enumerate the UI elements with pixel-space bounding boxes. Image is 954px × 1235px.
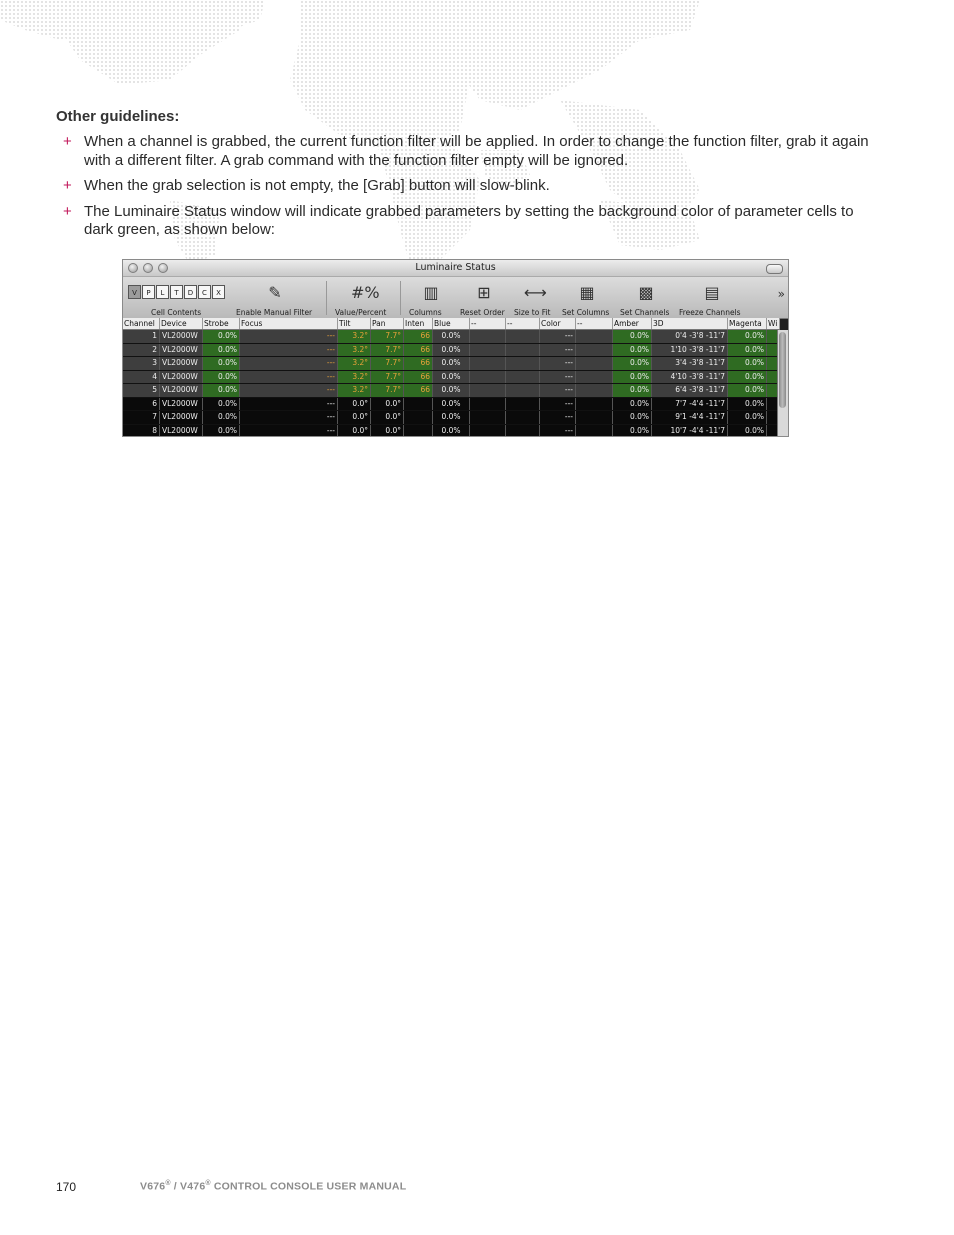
color-cell: --- [540, 425, 576, 438]
enable-manual-filter-button[interactable]: Enable Manual Filter [236, 308, 313, 317]
tilt-cell: 0.0° [338, 398, 371, 411]
size-to-fit-icon[interactable]: ⟷ [524, 283, 547, 302]
list-item [56, 133, 886, 170]
empty-cell [470, 411, 506, 424]
freeze-channels-icon[interactable]: ▤ [704, 283, 720, 302]
device-cell: VL2000W [160, 330, 203, 343]
pan-cell: 7.7° [371, 344, 404, 357]
pencil-edit-icon[interactable]: ✎ [268, 283, 282, 302]
empty-cell [576, 411, 613, 424]
color-cell: --- [540, 411, 576, 424]
reset-order-icon[interactable]: ⊞ [477, 283, 491, 302]
window-title: Luminaire Status [415, 262, 496, 273]
3d-cell: 9'1 -4'4 -11'7 [652, 411, 728, 424]
inten-cell [404, 425, 433, 438]
empty-cell [470, 384, 506, 397]
3d-cell: 3'4 -3'8 -11'7 [652, 357, 728, 370]
channel-cell: 6 [123, 398, 160, 411]
window-toolbar [123, 277, 788, 319]
blue-cell: 0.0% [433, 371, 470, 384]
value-percent-button[interactable]: Value/Percent [335, 308, 387, 317]
toolbar-toggle-button[interactable] [766, 264, 783, 274]
column-header-color[interactable]: Color [540, 318, 576, 329]
blue-cell: 0.0% [433, 330, 470, 343]
tilt-cell: 3.2° [338, 371, 371, 384]
toolbar-overflow-icon[interactable]: » [777, 287, 785, 301]
table-body [123, 330, 780, 437]
blue-cell: 0.0% [433, 384, 470, 397]
device-cell: VL2000W [160, 411, 203, 424]
inten-cell: 66 [404, 330, 433, 343]
focus-cell: --- [240, 357, 338, 370]
column-header-empty[interactable]: -- [470, 318, 506, 329]
pan-cell: 0.0° [371, 411, 404, 424]
empty-cell [470, 330, 506, 343]
table-row[interactable] [123, 357, 780, 371]
empty-cell [576, 357, 613, 370]
empty-cell [506, 330, 540, 343]
columns-icon[interactable]: ▥ [423, 283, 439, 302]
empty-cell [576, 371, 613, 384]
cell-contents-v-button[interactable]: V [128, 285, 141, 299]
tilt-cell: 0.0° [338, 411, 371, 424]
color-cell: --- [540, 384, 576, 397]
device-cell: VL2000W [160, 425, 203, 438]
pan-cell: 0.0° [371, 425, 404, 438]
columns-button[interactable]: Columns [409, 308, 442, 317]
focus-cell: --- [240, 344, 338, 357]
table-row[interactable] [123, 411, 780, 425]
empty-cell [576, 344, 613, 357]
column-header-magenta[interactable]: Magenta [728, 318, 767, 329]
column-header-empty[interactable]: -- [576, 318, 613, 329]
focus-cell: --- [240, 425, 338, 438]
empty-cell [506, 398, 540, 411]
column-header-tilt[interactable]: Tilt [338, 318, 371, 329]
device-cell: VL2000W [160, 344, 203, 357]
blue-cell: 0.0% [433, 411, 470, 424]
channel-cell: 4 [123, 371, 160, 384]
column-header-wi[interactable]: Wi [767, 318, 780, 329]
toolbar-separator [400, 281, 401, 315]
bullet-text: The Luminaire Status window will indicate grabbed parameters by setting the background color of parameter cells to dark green, as shown below: [84, 202, 854, 238]
blue-cell: 0.0% [433, 344, 470, 357]
pan-cell: 7.7° [371, 384, 404, 397]
color-cell: --- [540, 330, 576, 343]
pan-cell: 7.7° [371, 371, 404, 384]
manual-title: V676® / V476® CONTROL CONSOLE USER MANUAL [140, 1180, 407, 1193]
empty-cell [506, 371, 540, 384]
empty-cell [576, 330, 613, 343]
empty-cell [506, 425, 540, 438]
empty-cell [576, 384, 613, 397]
3d-cell: 7'7 -4'4 -11'7 [652, 398, 728, 411]
channel-cell: 7 [123, 411, 160, 424]
strobe-cell: 0.0% [203, 344, 240, 357]
guideline-list [56, 133, 886, 247]
device-cell: VL2000W [160, 384, 203, 397]
color-cell: --- [540, 344, 576, 357]
empty-cell [576, 425, 613, 438]
focus-cell: --- [240, 330, 338, 343]
magenta-cell: 0.0% [728, 330, 767, 343]
3d-cell: 10'7 -4'4 -11'7 [652, 425, 728, 438]
column-header-device[interactable]: Device [160, 318, 203, 329]
3d-cell: 4'10 -3'8 -11'7 [652, 371, 728, 384]
strobe-cell: 0.0% [203, 371, 240, 384]
magenta-cell: 0.0% [728, 398, 767, 411]
amber-cell: 0.0% [613, 398, 652, 411]
blue-cell: 0.0% [433, 357, 470, 370]
device-cell: VL2000W [160, 371, 203, 384]
set-channels-icon[interactable]: ▩ [638, 283, 654, 302]
empty-cell [470, 371, 506, 384]
empty-cell [470, 344, 506, 357]
inten-cell: 66 [404, 344, 433, 357]
column-header-strobe[interactable]: Strobe [203, 318, 240, 329]
empty-cell [470, 425, 506, 438]
amber-cell: 0.0% [613, 357, 652, 370]
cell-contents-x-button[interactable]: X [212, 285, 225, 299]
color-cell: --- [540, 398, 576, 411]
amber-cell: 0.0% [613, 411, 652, 424]
column-header-blue[interactable]: Blue [433, 318, 470, 329]
pan-cell: 0.0° [371, 398, 404, 411]
pan-cell: 7.7° [371, 357, 404, 370]
focus-cell: --- [240, 398, 338, 411]
empty-cell [506, 344, 540, 357]
window-titlebar [123, 260, 788, 277]
scrollbar-thumb[interactable] [779, 332, 786, 408]
amber-cell: 0.0% [613, 344, 652, 357]
3d-cell: 6'4 -3'8 -11'7 [652, 384, 728, 397]
cell-contents-d-button[interactable]: D [184, 285, 197, 299]
inten-cell [404, 398, 433, 411]
toolbar-separator [326, 281, 327, 315]
cell-contents-p-button[interactable]: P [142, 285, 155, 299]
empty-cell [470, 357, 506, 370]
plus-icon: + [63, 202, 72, 220]
plus-icon: + [63, 133, 72, 150]
inten-cell [404, 411, 433, 424]
focus-cell: --- [240, 411, 338, 424]
amber-cell: 0.0% [613, 371, 652, 384]
channel-cell: 5 [123, 384, 160, 397]
cell-contents-group [128, 285, 226, 299]
3d-cell: 0'4 -3'8 -11'7 [652, 330, 728, 343]
table-row[interactable] [123, 344, 780, 358]
channel-cell: 2 [123, 344, 160, 357]
magenta-cell: 0.0% [728, 357, 767, 370]
color-cell: --- [540, 371, 576, 384]
bullet-text: When a channel is grabbed, the current function filter will be applied. In order to change the function filter, grab it again with a different filter. A grab command with the function filter empty will be ignored. [84, 133, 869, 169]
empty-cell [470, 398, 506, 411]
table-row[interactable] [123, 371, 780, 385]
empty-cell [506, 384, 540, 397]
column-header-channel[interactable]: Channel [123, 318, 160, 329]
cell-contents-c-button[interactable]: C [198, 285, 211, 299]
table-row[interactable] [123, 398, 780, 412]
page-number: 170 [56, 1180, 77, 1194]
amber-cell: 0.0% [613, 384, 652, 397]
column-header-empty[interactable]: -- [506, 318, 540, 329]
inten-cell: 66 [404, 357, 433, 370]
empty-cell [506, 411, 540, 424]
magenta-cell: 0.0% [728, 384, 767, 397]
device-cell: VL2000W [160, 398, 203, 411]
empty-cell [576, 398, 613, 411]
plus-icon: + [63, 177, 72, 194]
3d-cell: 1'10 -3'8 -11'7 [652, 344, 728, 357]
set-columns-button[interactable]: Set Columns [562, 308, 610, 317]
vertical-scrollbar[interactable] [777, 330, 788, 437]
list-item [56, 177, 886, 196]
inten-cell: 66 [404, 371, 433, 384]
pan-cell: 7.7° [371, 330, 404, 343]
cell-contents-label: Cell Contents [151, 308, 202, 317]
blue-cell: 0.0% [433, 425, 470, 438]
focus-cell: --- [240, 371, 338, 384]
strobe-cell: 0.0% [203, 330, 240, 343]
amber-cell: 0.0% [613, 330, 652, 343]
column-header-3d[interactable]: 3D [652, 318, 728, 329]
bullet-text: When the grab selection is not empty, the [Grab] button will slow-blink. [84, 177, 550, 194]
strobe-cell: 0.0% [203, 357, 240, 370]
channel-cell: 3 [123, 357, 160, 370]
set-channels-button[interactable]: Set Channels [620, 308, 670, 317]
magenta-cell: 0.0% [728, 344, 767, 357]
magenta-cell: 0.0% [728, 425, 767, 438]
table-header [123, 318, 780, 330]
luminaire-status-window [122, 259, 789, 437]
column-header-inten[interactable]: Inten [404, 318, 433, 329]
list-item [56, 203, 886, 240]
device-cell: VL2000W [160, 357, 203, 370]
section-heading: Other guidelines: [56, 108, 180, 125]
blue-cell: 0.0% [433, 398, 470, 411]
table-row[interactable] [123, 384, 780, 398]
size-to-fit-button[interactable]: Size to Fit [514, 308, 551, 317]
freeze-channels-button[interactable]: Freeze Channels [679, 308, 741, 317]
value-percent-icon[interactable]: #% [351, 283, 380, 302]
strobe-cell: 0.0% [203, 425, 240, 438]
tilt-cell: 3.2° [338, 384, 371, 397]
magenta-cell: 0.0% [728, 371, 767, 384]
cell-contents-l-button[interactable]: L [156, 285, 169, 299]
tilt-cell: 3.2° [338, 357, 371, 370]
set-columns-icon[interactable]: ▦ [579, 283, 595, 302]
channel-cell: 1 [123, 330, 160, 343]
table-row[interactable] [123, 330, 780, 344]
tilt-cell: 3.2° [338, 330, 371, 343]
magenta-cell: 0.0% [728, 411, 767, 424]
inten-cell: 66 [404, 384, 433, 397]
column-header-focus[interactable]: Focus [240, 318, 338, 329]
color-cell: --- [540, 357, 576, 370]
amber-cell: 0.0% [613, 425, 652, 438]
channel-cell: 8 [123, 425, 160, 438]
tilt-cell: 0.0° [338, 425, 371, 438]
column-header-amber[interactable]: Amber [613, 318, 652, 329]
table-row[interactable] [123, 425, 780, 438]
focus-cell: --- [240, 384, 338, 397]
reset-order-button[interactable]: Reset Order [460, 308, 505, 317]
tilt-cell: 3.2° [338, 344, 371, 357]
strobe-cell: 0.0% [203, 384, 240, 397]
column-header-pan[interactable]: Pan [371, 318, 404, 329]
strobe-cell: 0.0% [203, 398, 240, 411]
cell-contents-t-button[interactable]: T [170, 285, 183, 299]
strobe-cell: 0.0% [203, 411, 240, 424]
empty-cell [506, 357, 540, 370]
